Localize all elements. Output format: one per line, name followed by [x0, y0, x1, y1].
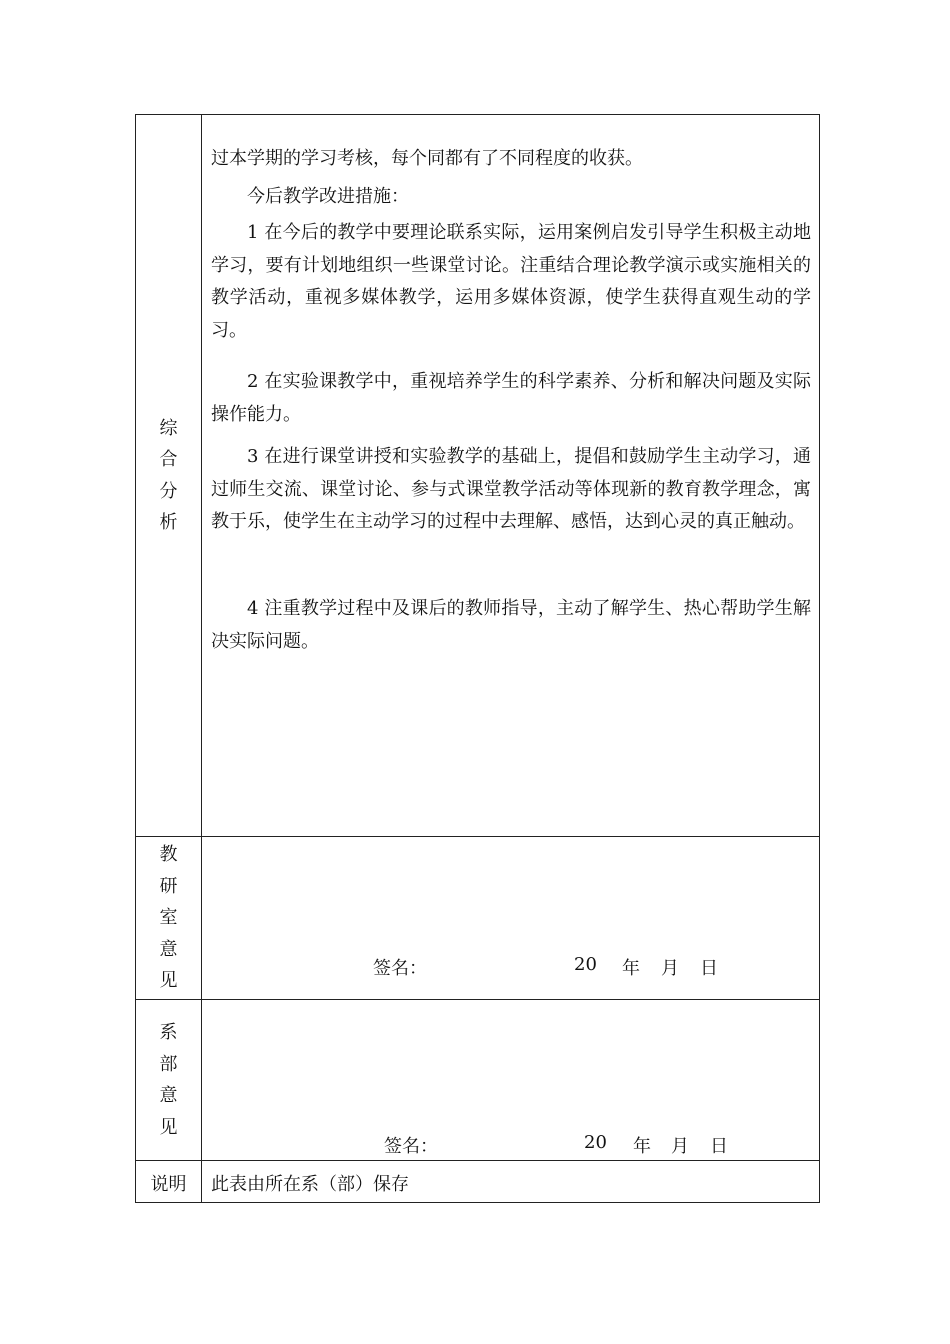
analysis-paragraph-heading: 今后教学改进措施：	[247, 186, 409, 207]
department-day-label: 日	[710, 1136, 728, 1157]
department-label-char: 见	[159, 1116, 178, 1138]
analysis-label-char: 析	[159, 512, 178, 533]
department-year-label: 年	[633, 1136, 651, 1157]
note-label: 说明	[150, 1174, 187, 1195]
teaching-office-month-label: 月	[661, 958, 679, 979]
department-year-prefix: 20	[584, 1132, 607, 1153]
department-label	[136, 1000, 201, 1160]
department-content	[202, 1000, 819, 1160]
analysis-content	[202, 115, 819, 836]
department-label-char: 部	[159, 1053, 178, 1075]
analysis-paragraph-measure-1: 1 在今后的教学中要理论联系实际，运用案例启发引导学生积极主动地学习，要有计划地组织一些课堂讨论。注重结合理论教学演示或实施相关的教学活动，重视多媒体教学，运用多媒体资源，使学生获得直观生动的学习。	[211, 222, 811, 341]
analysis-paragraph-intro: 过本学期的学习考核，每个同都有了不同程度的收获。	[211, 148, 643, 169]
analysis-paragraph-measure-4: 4 注重教学过程中及课后的教师指导，主动了解学生、热心帮助学生解决实际问题。	[211, 598, 811, 652]
department-label-char: 系	[159, 1022, 178, 1043]
teaching-office-day-label: 日	[700, 958, 718, 979]
analysis-label	[136, 115, 201, 836]
department-month-label: 月	[671, 1136, 689, 1157]
department-label-char: 意	[159, 1085, 178, 1106]
teaching-office-year-label: 年	[622, 958, 640, 979]
teaching-office-sign-label: 签名：	[373, 958, 427, 979]
analysis-label-char: 合	[159, 449, 178, 470]
teaching-office-label-char: 研	[159, 875, 178, 897]
row-divider	[136, 1160, 819, 1161]
teaching-office-label-char: 意	[159, 938, 178, 960]
teaching-office-label-char: 教	[159, 844, 178, 866]
department-sign-label: 签名：	[384, 1136, 438, 1157]
teaching-office-label-char: 见	[159, 970, 178, 992]
analysis-paragraph-measure-2: 2 在实验课教学中，重视培养学生的科学素养、分析和解决问题及实际操作能力。	[211, 371, 811, 425]
evaluation-form-table	[135, 114, 820, 1203]
teaching-office-content	[202, 837, 819, 999]
analysis-paragraph-measure-3: 3 在进行课堂讲授和实验教学的基础上，提倡和鼓励学生主动学习，通过师生交流、课堂讨论、参与式课堂教学活动等体现新的教育教学理念，寓教于乐，使学生在主动学习的过程中去理解、感悟，达到心灵的真正触动。	[211, 446, 811, 532]
analysis-label-char: 分	[159, 480, 178, 502]
teaching-office-label	[136, 837, 201, 999]
analysis-label-char: 综	[159, 417, 178, 439]
teaching-office-label-char: 室	[159, 907, 178, 929]
teaching-office-year-prefix: 20	[574, 954, 597, 975]
note-text: 此表由所在系（部）保存	[211, 1174, 409, 1195]
